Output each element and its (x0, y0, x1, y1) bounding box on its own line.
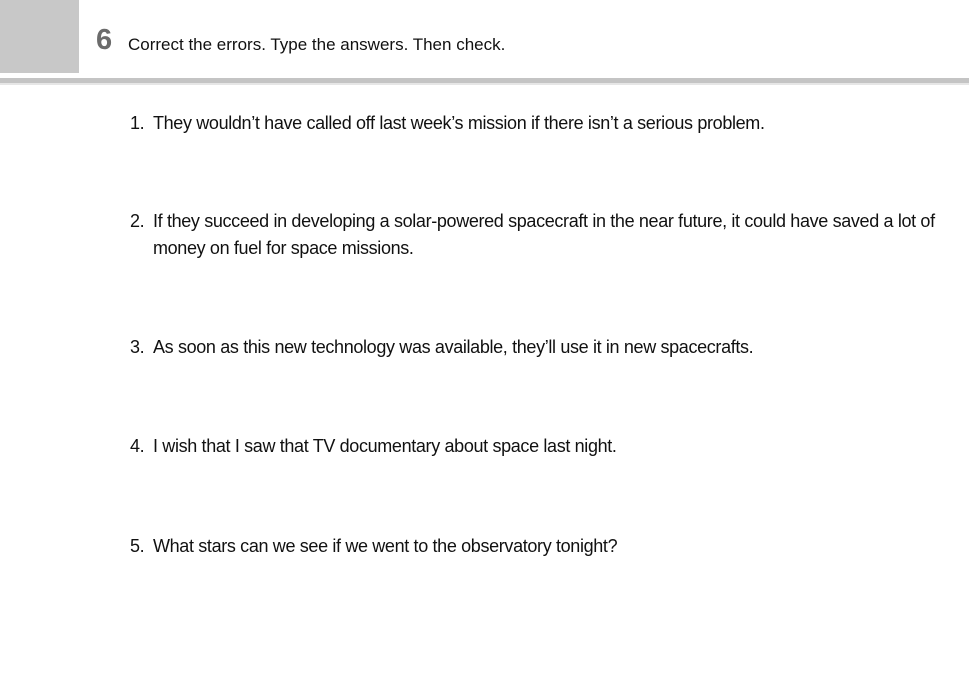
question-item-2 (130, 208, 943, 262)
exercise-header (0, 0, 969, 80)
question-number: 4. (130, 436, 145, 456)
question-number: 1. (130, 113, 145, 133)
exercise-number: 6 (96, 24, 113, 56)
question-item-3 (130, 334, 943, 361)
question-text: What stars can we see if we went to the observatory tonight? (153, 536, 618, 556)
question-text: If they succeed in developing a solar-powered spacecraft in the near future, it could have saved a lot of money on fuel for space missions. (153, 211, 935, 258)
question-item-1 (130, 110, 943, 137)
header-divider-shadow (0, 83, 969, 85)
question-text: They wouldn’t have called off last week’s mission if there isn’t a serious problem. (153, 113, 765, 133)
question-number: 2. (130, 211, 145, 231)
question-item-5 (130, 533, 943, 560)
question-item-4 (130, 433, 943, 460)
question-text: I wish that I saw that TV documentary about space last night. (153, 436, 617, 456)
question-text: As soon as this new technology was available, they’ll use it in new spacecrafts. (153, 337, 754, 357)
question-number: 5. (130, 536, 145, 556)
header-tab-block (0, 0, 79, 73)
exercise-instruction: Correct the errors. Type the answers. Then check. (128, 35, 506, 54)
question-number: 3. (130, 337, 145, 357)
